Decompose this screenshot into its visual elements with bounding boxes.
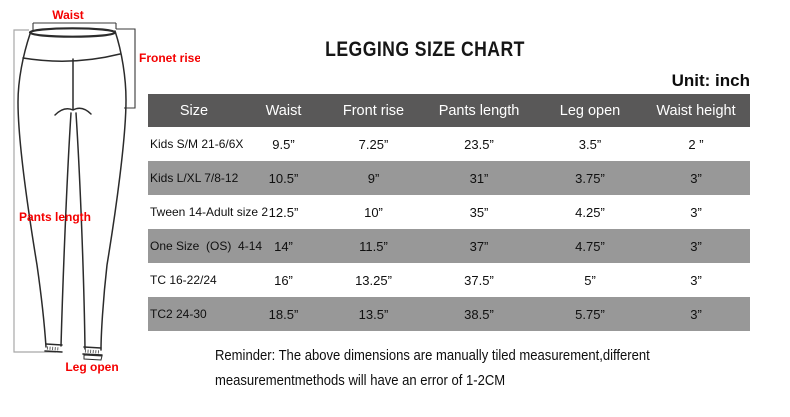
value-cell: 10.5” [268, 170, 299, 186]
reminder-line-1: Reminder: The above dimensions are manually tiled measurement,different [215, 348, 650, 364]
table-row [148, 195, 750, 229]
size-cell: TC2 24-30 [150, 307, 207, 321]
value-cell: 9” [367, 170, 380, 186]
value-cell: 10” [364, 204, 383, 220]
unit-note: Unit: inch [671, 71, 750, 90]
value-cell: 3” [690, 204, 702, 220]
column-header-front-rise: Front rise [342, 102, 405, 119]
waist-measure-label: Waist [52, 8, 84, 22]
size-cell: Kids S/M 21-6/6X [150, 137, 244, 151]
value-cell: 7.25” [358, 136, 389, 152]
value-cell: 4.25” [575, 204, 605, 220]
value-cell: 3” [690, 170, 702, 186]
size-table-header-row [148, 94, 750, 127]
value-cell: 9.5” [272, 136, 295, 152]
size-cell: TC 16-22/24 [150, 273, 217, 287]
value-cell: 5” [584, 272, 596, 288]
value-cell: 37” [469, 238, 489, 254]
value-cell: 3.5” [578, 136, 602, 152]
value-cell: 3” [690, 272, 702, 288]
column-header-pants-length: Pants length [438, 102, 520, 119]
column-header-waist: Waist [265, 102, 302, 119]
leg-open-measure-label: Leg open [65, 360, 119, 374]
column-header-size: Size [179, 102, 209, 119]
table-row [148, 297, 750, 331]
table-row [148, 127, 750, 161]
table-row [148, 229, 750, 263]
leggings-outline [18, 28, 126, 360]
value-cell: 37.5” [464, 272, 494, 288]
value-cell: 13.25” [355, 272, 392, 288]
value-cell: 38.5” [464, 306, 494, 322]
value-cell: 18.5” [268, 306, 299, 322]
column-header-waist-height: Waist height [656, 102, 736, 119]
size-cell: Tween 14-Adult size 2 [150, 205, 269, 219]
value-cell: 14” [274, 238, 293, 254]
value-cell: 3” [690, 306, 702, 322]
value-cell: 3.75” [575, 170, 605, 186]
size-cell: Kids L/XL 7/8-12 [150, 171, 239, 185]
size-table-body [148, 127, 750, 331]
value-cell: 2 ” [688, 136, 704, 152]
value-cell: 31” [469, 170, 489, 186]
value-cell: 3” [690, 238, 702, 254]
value-cell: 12.5” [268, 204, 299, 220]
table-row [148, 161, 750, 195]
value-cell: 5.75” [575, 306, 605, 322]
chart-title: LEGGING SIZE CHART [325, 38, 525, 61]
pants-length-measure-label: Pants length [19, 210, 92, 224]
size-cell: One Size (OS) 4-14 [150, 239, 263, 253]
value-cell: 16” [274, 272, 293, 288]
value-cell: 35” [469, 204, 489, 220]
value-cell: 23.5” [464, 136, 494, 152]
value-cell: 13.5” [358, 306, 389, 322]
column-header-leg-open: Leg open [559, 102, 621, 119]
value-cell: 11.5” [359, 238, 388, 254]
table-row [148, 263, 750, 297]
reminder-line-2: measurementmethods will have an error of 1-2CM [215, 372, 506, 389]
size-table [148, 94, 750, 331]
front-rise-measure-label: Fronet rise [139, 51, 200, 65]
reminder-text [215, 344, 650, 393]
value-cell: 4.75” [575, 238, 605, 254]
